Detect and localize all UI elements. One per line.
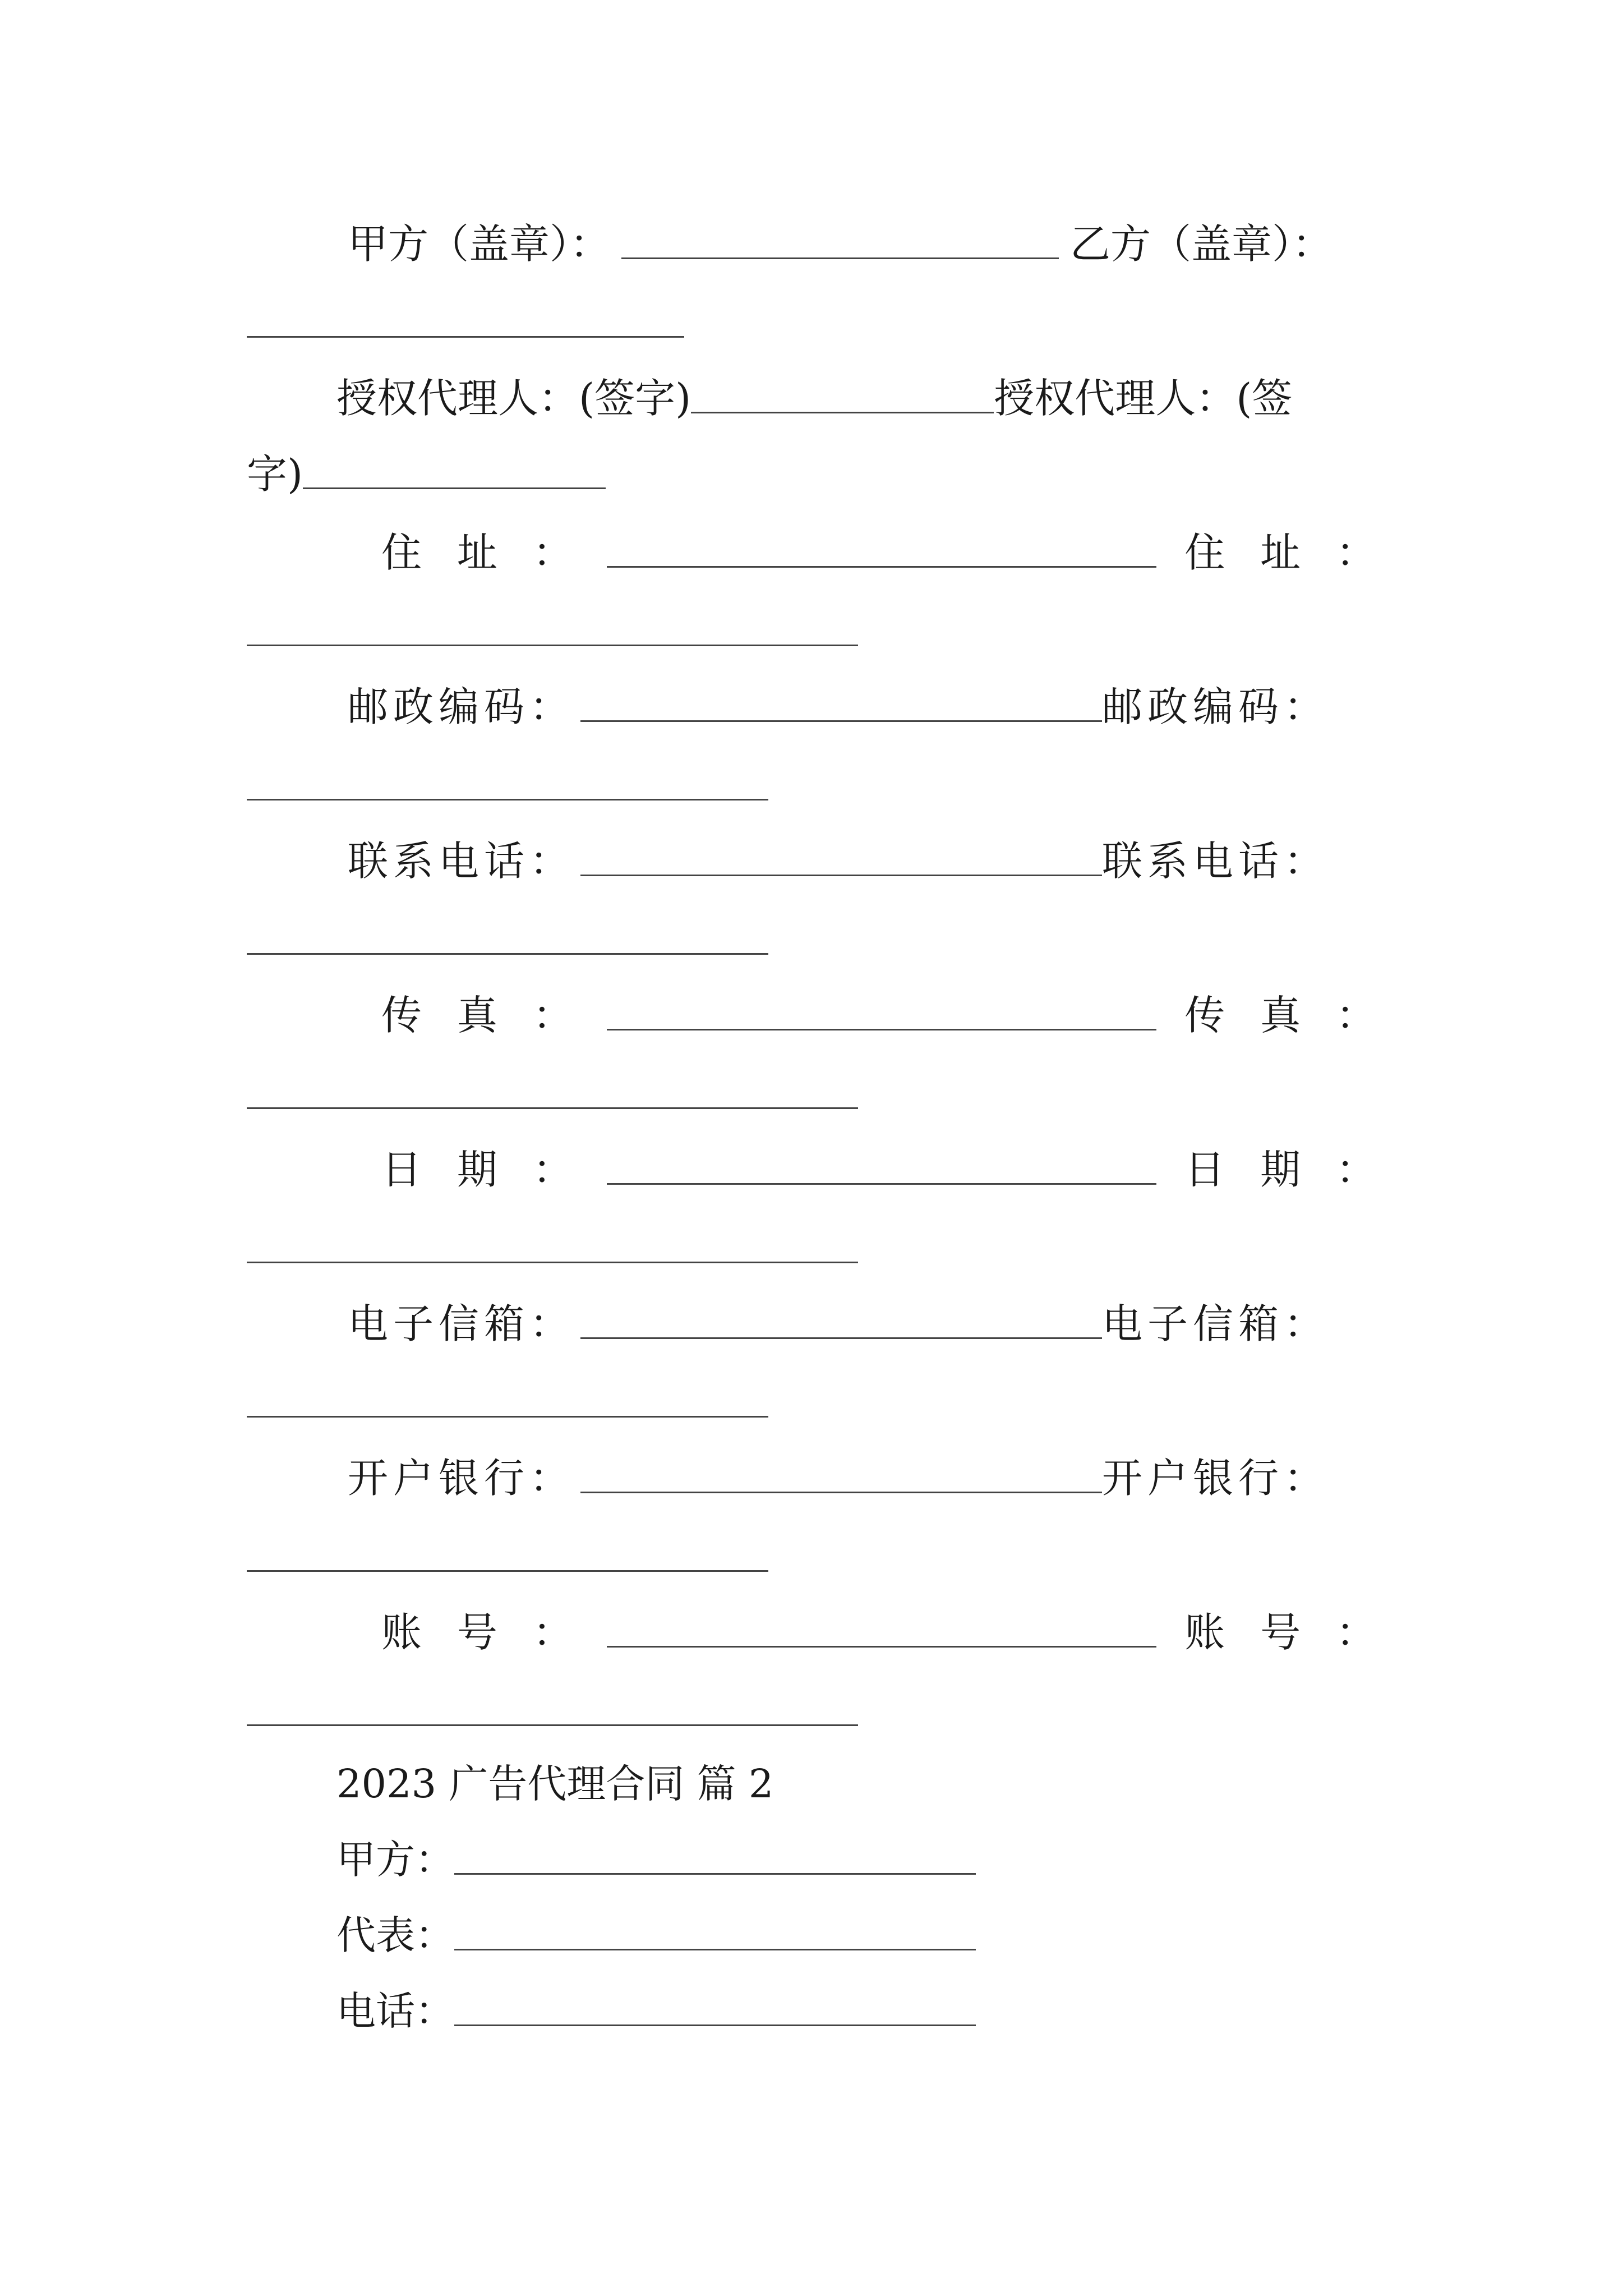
field-phone	[336, 1986, 1466, 2036]
email-blank-row	[247, 1377, 1376, 1428]
party-b-seal-label: 乙方（盖章）：	[1070, 220, 1333, 268]
bank-row	[247, 1453, 1376, 1503]
party-a-bank-blank	[580, 1492, 1102, 1493]
party-a-address-blank	[607, 566, 1156, 568]
party-b-seal-blank	[247, 336, 684, 338]
party-a-fax-label: 传 真 ：	[381, 992, 573, 1039]
phone-row	[247, 836, 1376, 886]
party-a-postcode-label: 邮政编码：	[348, 683, 575, 730]
party-b-bank-blank	[247, 1570, 768, 1572]
party-b-phone-label: 联系电话：	[1102, 838, 1330, 885]
fax-row	[247, 990, 1376, 1041]
party-b-date-label: 日 期 ：	[1184, 1146, 1376, 1193]
party-b-agent-label-cont: 字)	[247, 450, 303, 498]
field-representative-blank	[454, 1949, 976, 1950]
field-phone-label: 电话：	[336, 1988, 454, 2034]
account-row	[247, 1607, 1376, 1658]
bank-blank-row	[247, 1531, 1376, 1582]
party-b-bank-label: 开户银行：	[1102, 1455, 1330, 1502]
party-b-agent-blank	[303, 487, 606, 489]
party-a-postcode-blank	[580, 720, 1102, 722]
address-blank-row	[247, 606, 1376, 656]
party-a-email-blank	[580, 1337, 1102, 1339]
party-a-address-label: 住 址 ：	[381, 529, 573, 576]
party-b-account-label: 账 号 ：	[1184, 1609, 1376, 1656]
date-row	[247, 1144, 1376, 1195]
field-party-a-label: 甲方：	[336, 1837, 454, 1883]
party-a-agent-blank	[691, 412, 994, 413]
party-a-phone-blank	[580, 875, 1102, 876]
field-party-a	[336, 1834, 1466, 1885]
agent-sign-row	[336, 373, 1466, 424]
party-b-phone-blank	[247, 953, 768, 955]
phone-blank-row	[247, 914, 1376, 965]
party-b-date-blank	[247, 1262, 858, 1263]
party-b-address-label: 住 址 ：	[1184, 529, 1376, 576]
field-party-a-blank	[454, 1873, 976, 1875]
party-a-seal-row	[247, 219, 1477, 269]
party-a-account-label: 账 号 ：	[381, 1609, 573, 1656]
party-b-postcode-label: 邮政编码：	[1102, 683, 1330, 730]
date-blank-row	[247, 1223, 1376, 1273]
field-phone-blank	[454, 2024, 976, 2026]
party-b-account-blank	[247, 1724, 858, 1726]
party-a-date-label: 日 期 ：	[381, 1146, 573, 1193]
party-b-fax-blank	[247, 1107, 858, 1109]
party-a-date-blank	[607, 1183, 1156, 1185]
party-b-seal-blank-row	[247, 297, 1376, 348]
section-title-text: 2023 广告代理合同 篇 2	[336, 1761, 774, 1807]
postcode-row	[247, 682, 1376, 732]
party-b-agent-label: 授权代理人：(签	[994, 375, 1293, 422]
party-b-email-label: 电子信箱：	[1102, 1300, 1330, 1347]
party-b-postcode-blank	[247, 799, 768, 800]
party-a-fax-blank	[607, 1029, 1156, 1030]
section-title	[336, 1759, 1466, 1809]
party-b-email-blank	[247, 1416, 768, 1418]
agent-sign-cont-row	[247, 449, 1376, 499]
email-row	[247, 1299, 1376, 1349]
postcode-blank-row	[247, 760, 1376, 811]
field-representative-label: 代表：	[336, 1912, 454, 1958]
party-a-seal-label: 甲方（盖章）：	[348, 220, 611, 268]
party-a-seal-blank	[621, 257, 1059, 259]
address-row	[247, 527, 1376, 578]
party-b-address-blank	[247, 645, 858, 646]
party-a-account-blank	[607, 1646, 1156, 1648]
party-a-agent-label: 授权代理人：(签字)	[336, 375, 691, 422]
party-a-bank-label: 开户银行：	[348, 1455, 575, 1502]
party-b-fax-label: 传 真 ：	[1184, 992, 1376, 1039]
account-blank-row	[247, 1686, 1376, 1736]
party-a-phone-label: 联系电话：	[348, 838, 575, 885]
field-representative	[336, 1910, 1466, 1961]
fax-blank-row	[247, 1069, 1376, 1119]
party-a-email-label: 电子信箱：	[348, 1300, 575, 1347]
